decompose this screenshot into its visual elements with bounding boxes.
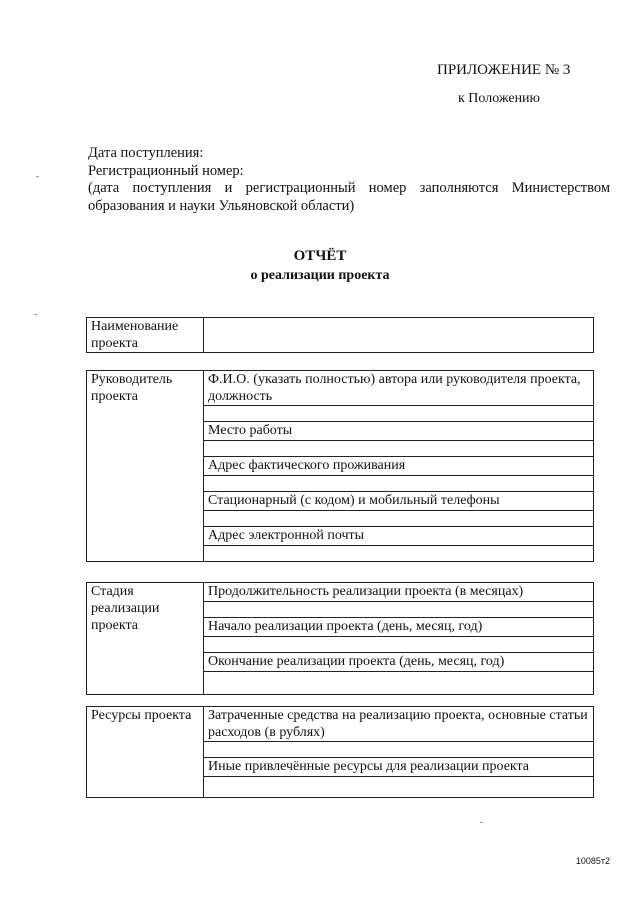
project-leader-table: [86, 370, 594, 562]
duration-value[interactable]: [204, 602, 594, 618]
expenses-label: Затраченные средства на реализацию проекта, основные статьи расходов (в рублях): [204, 707, 594, 742]
other-resources-label: Иные привлечённые ресурсы для реализации проекта: [204, 758, 594, 777]
scan-speck: [34, 314, 37, 315]
resources-label: Ресурсы проекта: [87, 707, 204, 798]
stage-label: Стадия реализации проекта: [87, 583, 204, 695]
address-label: Адрес фактического проживания: [204, 457, 594, 476]
start-date-label: Начало реализации проекта (день, месяц, год): [204, 618, 594, 637]
project-name-label: Наименование проекта: [87, 318, 204, 353]
to-regulation: к Положению: [458, 91, 541, 106]
scan-speck: [480, 822, 483, 823]
end-date-value[interactable]: [204, 672, 594, 695]
receipt-note-line-1: (дата поступления и регистрационный номер заполняются Министерством: [88, 180, 610, 196]
project-stage-table: [86, 582, 594, 695]
project-resources-table: [86, 706, 594, 798]
workplace-label: Место работы: [204, 422, 594, 441]
workplace-value[interactable]: [204, 441, 594, 457]
leader-fio-label: Ф.И.О. (указать полностью) автора или руководителя проекта, должность: [204, 371, 594, 406]
receipt-date-label: Дата поступления:: [88, 145, 204, 161]
end-date-label: Окончание реализации проекта (день, месяц, год): [204, 653, 594, 672]
start-date-value[interactable]: [204, 637, 594, 653]
project-name-table: [86, 317, 594, 353]
email-label: Адрес электронной почты: [204, 527, 594, 546]
leader-fio-value[interactable]: [204, 406, 594, 422]
report-subtitle: о реализации проекта: [250, 268, 390, 283]
duration-label: Продолжительность реализации проекта (в месяцах): [204, 583, 594, 602]
receipt-note-line-2: образования и науки Ульяновской области): [88, 197, 355, 214]
email-value[interactable]: [204, 546, 594, 562]
other-resources-value[interactable]: [204, 777, 594, 798]
phones-value[interactable]: [204, 511, 594, 527]
address-value[interactable]: [204, 476, 594, 492]
registration-number-label: Регистрационный номер:: [88, 162, 244, 179]
document-code: 10085т2: [575, 856, 610, 866]
leader-label: Руководитель проекта: [87, 371, 204, 562]
phones-label: Стационарный (с кодом) и мобильный телефоны: [204, 492, 594, 511]
expenses-value[interactable]: [204, 742, 594, 758]
receipt-info: [88, 145, 610, 215]
appendix-number: ПРИЛОЖЕНИЕ № 3: [437, 62, 571, 78]
scan-speck: [36, 176, 39, 177]
project-name-value[interactable]: [204, 318, 594, 353]
report-title: ОТЧЁТ: [293, 248, 347, 264]
